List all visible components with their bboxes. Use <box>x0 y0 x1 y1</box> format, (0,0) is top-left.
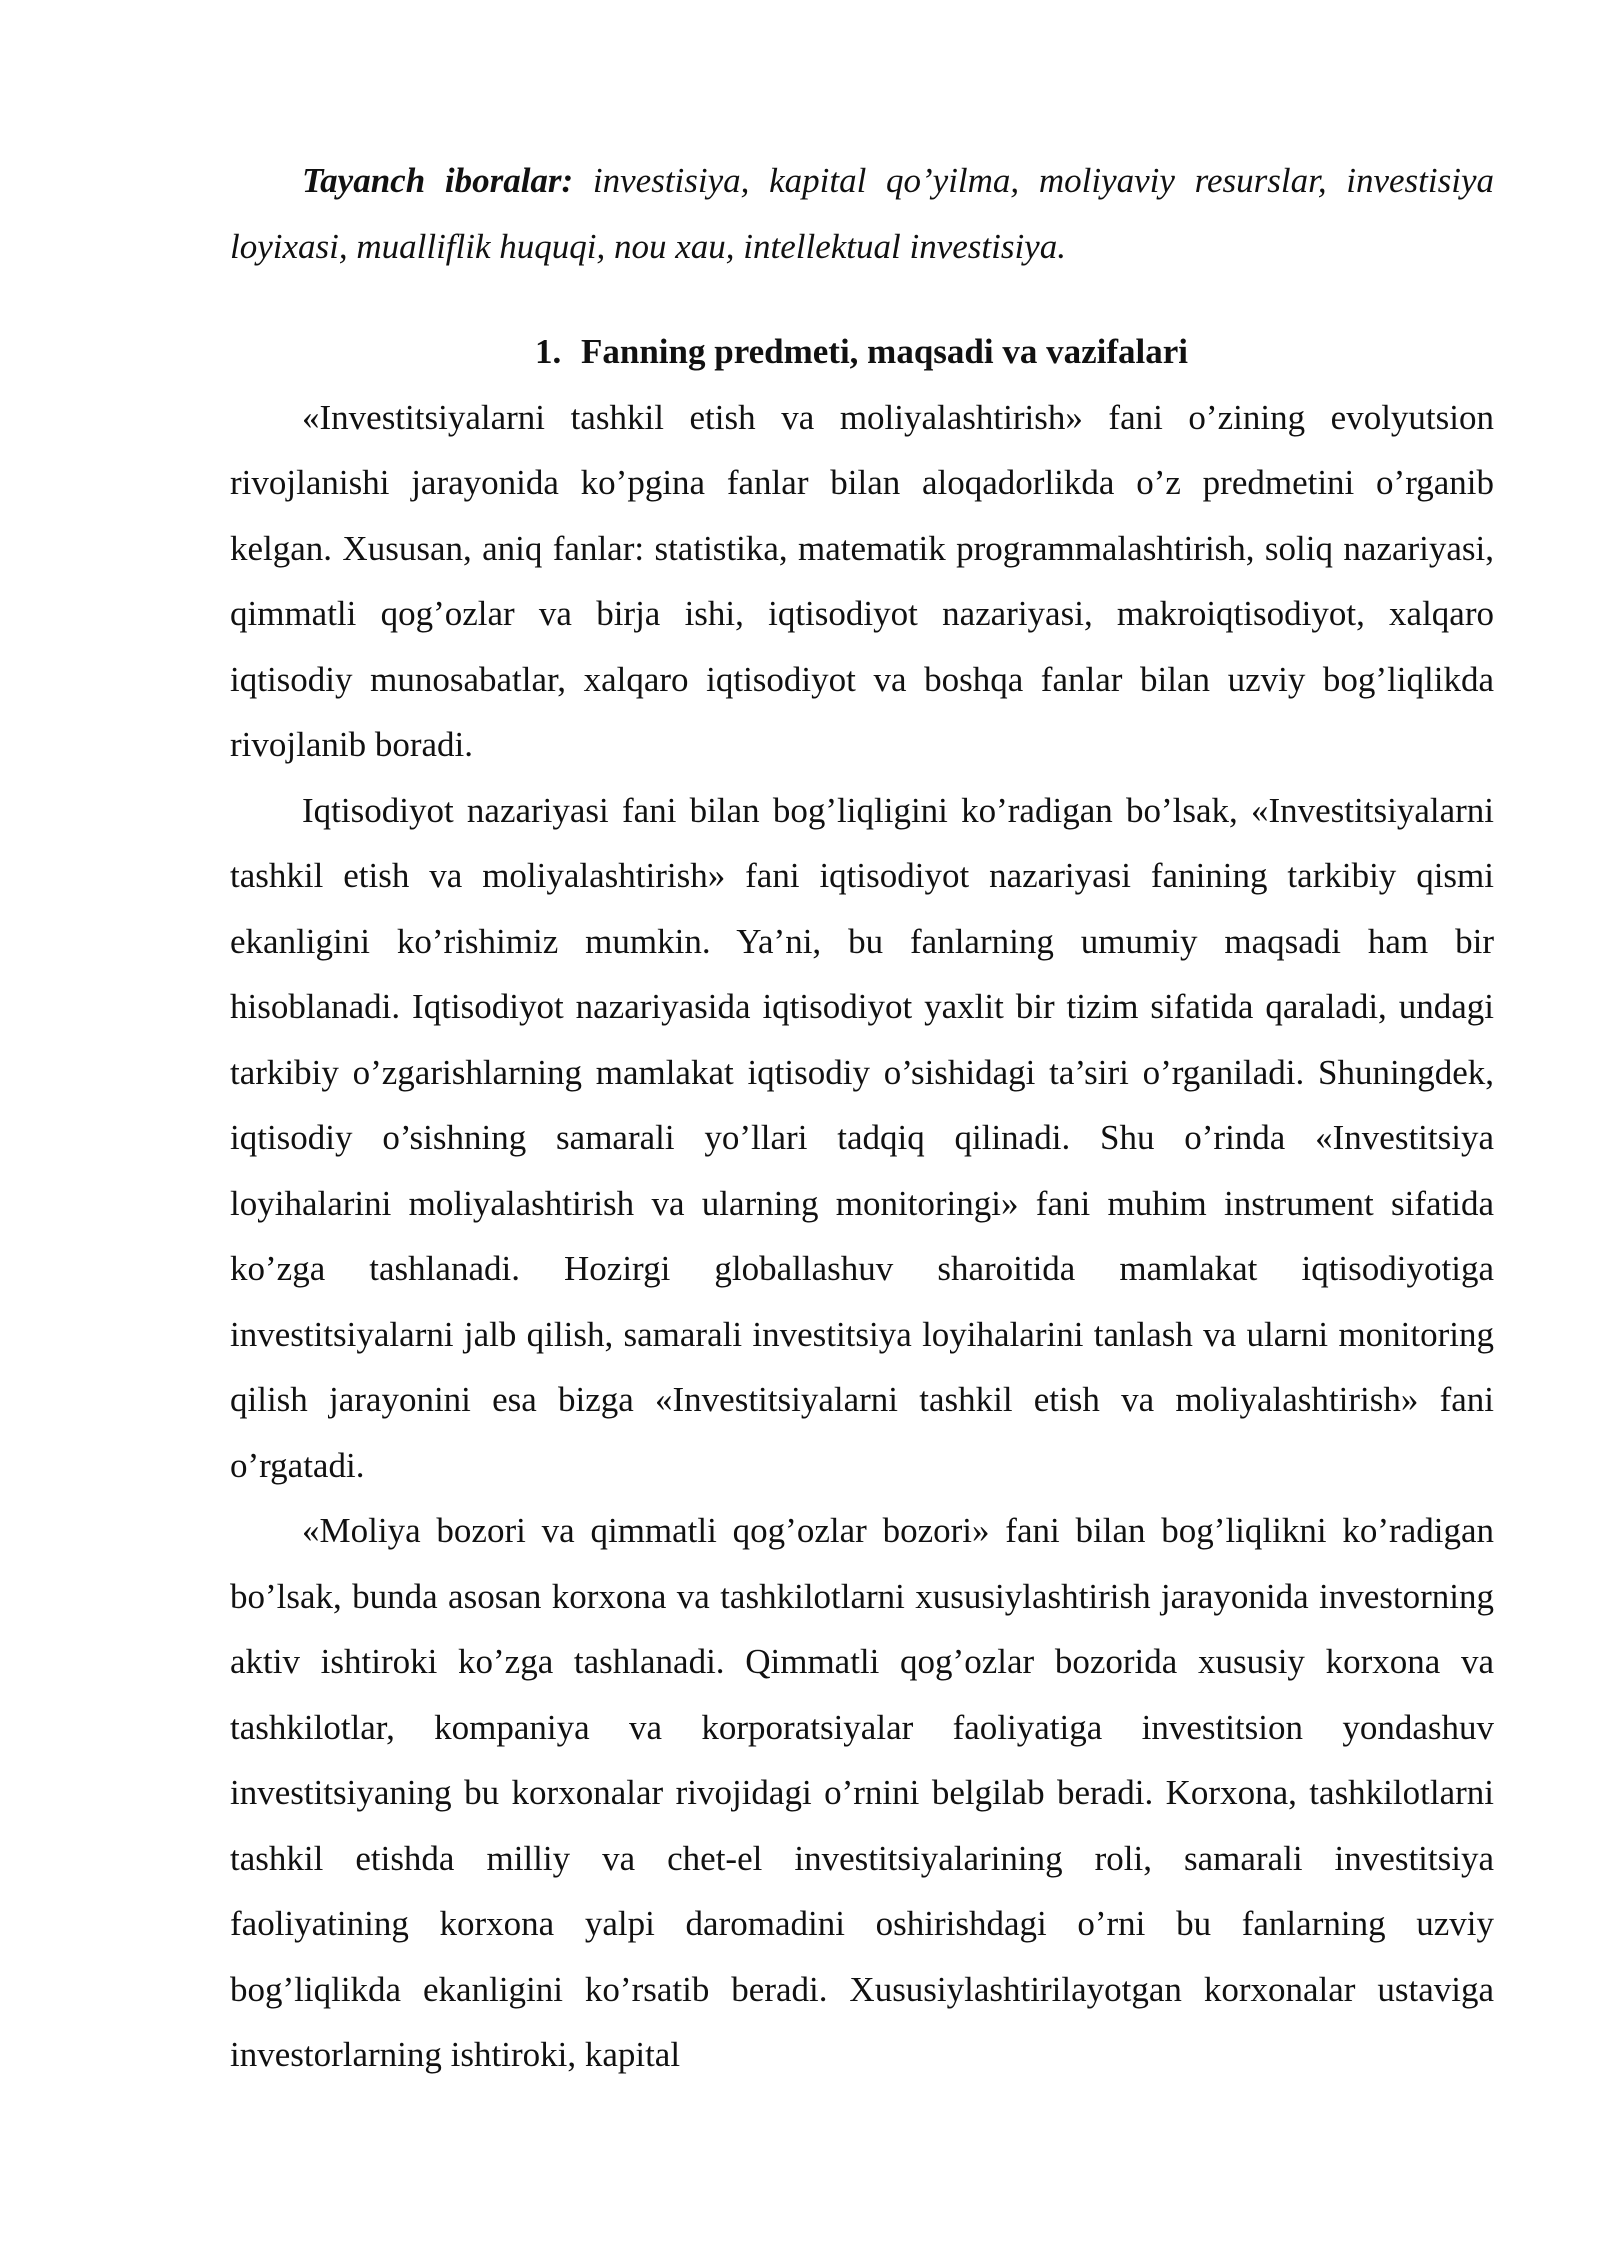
section-heading <box>230 319 1494 385</box>
body-paragraph-3: «Moliya bozori va qimmatli qog’ozlar bozori» fani bilan bog’liqlikni ko’radigan bo’lsak, bunda asosan korxona va tashkilotlarni xususiylashtirish jarayonida investorning aktiv ishtiroki ko’zga tashlanadi. Qimmatli qog’ozlar bozorida xususiy korxona va tashkilotlar, kompaniya va korporatsiyalar faoliyatiga investitsion yondashuv investitsiyaning bu korxonalar rivojidagi o’rnini belgilab beradi. Korxona, tashkilotlarni tashkil etishda milliy va chet-el investitsiyalarining roli, samarali investitsiya faoliyatining korxona yalpi daromadini oshirishdagi o’rni bu fanlarning uzviy bog’liqlikda ekanligini ko’rsatib beradi. Xususiylashtirilayotgan korxonalar ustaviga investorlarning ishtiroki, kapital <box>230 1511 1494 2074</box>
keywords-text: investisiya, kapital qo’yilma, moliyaviy resurslar, investisiya loyixasi, mualliflik huquqi, nou xau, intellektual investisiya. <box>230 161 1495 266</box>
body-paragraph-1: «Investitsiyalarni tashkil etish va moliyalashtirish» fani o’zining evolyutsion rivojlanishi jarayonida ko’pgina fanlar bilan aloqadorlikda o’z predmetini o’rganib kelgan. Xususan, aniq fanlar: statistika, matematik programmalashtirish, soliq nazariyasi, qimmatli qog’ozlar va birja ishi, iqtisodiyot nazariyasi, makroiqtisodiyot, xalqaro iqtisodiy munosabatlar, xalqaro iqtisodiyot va boshqa fanlar bilan uzviy bog’liqlikda rivojlanib boradi. <box>230 397 1494 764</box>
section-number: 1. <box>535 332 562 371</box>
document-page <box>230 148 1494 2088</box>
keywords-paragraph <box>230 148 1494 279</box>
section-title: Fanning predmeti, maqsadi va vazifalari <box>581 332 1189 371</box>
body-paragraph-2: Iqtisodiyot nazariyasi fani bilan bog’liqligini ko’radigan bo’lsak, «Investitsiyalarni tashkil etish va moliyalashtirish» fani iqtisodiyot nazariyasi fanining tarkibiy qismi ekanligini ko’rishimiz mumkin. Ya’ni, bu fanlarning umumiy maqsadi ham bir hisoblanadi. Iqtisodiyot nazariyasida iqtisodiyot yaxlit bir tizim sifatida qaraladi, undagi tarkibiy o’zgarishlarning mamlakat iqtisodiy o’sishidagi ta’siri o’rganiladi. Shuningdek, iqtisodiy o’sishning samarali yo’llari tadqiq qilinadi. Shu o’rinda «Investitsiya loyihalarini moliyalashtirish va ularning monitoringi» fani muhim instrument sifatida ko’zga tashlanadi. Hozirgi globallashuv sharoitida mamlakat iqtisodiyotiga investitsiyalarni jalb qilish, samarali investitsiya loyihalarini tanlash va ularni monitoring qilish jarayonini esa bizga «Investitsiyalarni tashkil etish va moliyalashtirish» fani o’rgatadi. <box>230 790 1494 1485</box>
keywords-label: Tayanch iboralar: <box>302 161 574 200</box>
